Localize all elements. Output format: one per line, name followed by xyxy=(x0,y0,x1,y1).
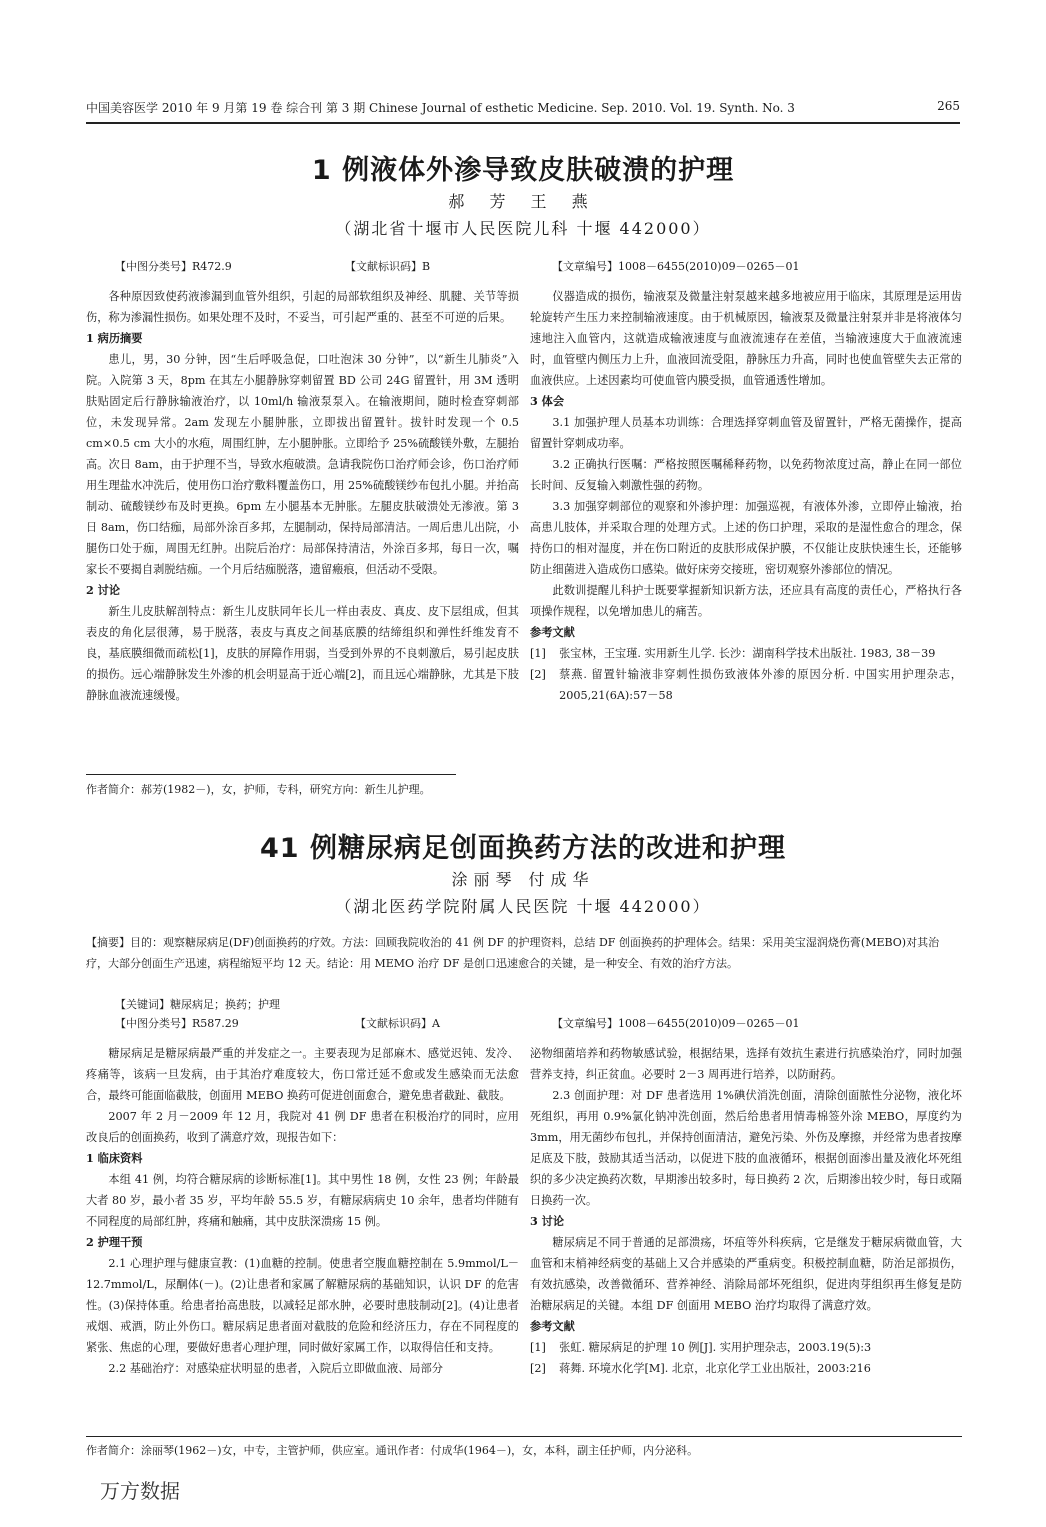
running-title: 中国美容医学 2010 年 9 月第 19 卷 综合刊 第 3 期 Chinese Journal of esthetic Medicine. Sep. 2010. Vol. 19. Synth. No. 3 xyxy=(86,101,795,115)
article1-clc: 【中图分类号】R472.9 xyxy=(115,260,232,273)
section-heading: 2 讨论 xyxy=(86,583,121,597)
article1-title: 1 例液体外渗导致皮肤破溃的护理 xyxy=(311,155,735,186)
section-heading: 3 体会 xyxy=(530,394,565,408)
paragraph: 2.3 创面护理：对 DF 患者选用 1%碘伏消洗创面，清除创面脓性分泌物，液化坏死组织，再用 0.9%氯化钠冲洗创面，然后给患者用情毒棉签外涂 MEBO，厚度约为 3mm，用无菌纱布包扎，并保持创面清洁，避免污染、外伤及摩擦，并经常为患者按摩足底及下肢，鼓励其适当活动，以促进下肢的血液循环，根据创面渗出量及液化坏死组织的多少决定换药次数，早期渗出较多时，每日换药 2 次，后期渗出较少时，每日或隔日换药一次。 xyxy=(530,1089,962,1207)
running-header xyxy=(86,99,960,124)
paragraph: 2.2 基础治疗：对感染症状明显的患者，入院后立即做血液、局部分 xyxy=(108,1362,443,1375)
section-heading: 参考文献 xyxy=(530,625,575,639)
reference-item xyxy=(530,664,962,706)
paragraph: 糖尿病足是糖尿病最严重的并发症之一。主要表现为足部麻木、感觉迟钝、发冷、疼痛等，该病一旦发病，由于其治疗难度较大，伤口常迁延不愈或发生感染而无法愈合，最终可能面临截肢，创面用 MEBO 换药可促进创面愈合，避免患者截趾、截肢。 xyxy=(86,1047,519,1102)
article1-authors: 郝 芳 王 燕 xyxy=(448,192,598,211)
paragraph: 患儿，男，30 分钟，因“生后呼吸急促，口吐泡沫 30 分钟”，以“新生儿肺炎”入院。入院第 3 天，8pm 在其左小腿静脉穿刺留置 BD 公司 24G 留置针，用 3M 透明肤贴固定后行静脉输液治疗，以 10ml/h 输液泵泵入。在输液期间，随时检查穿刺部位，未发现异常。2am 发现左小腿肿胀，立即拔出留置针。拔针时发现一个 0.5 cm×0.5 cm 大小的水疱，周围红肿，左小腿肿胀。立即给予 25%硫酸镁外敷，左腿抬高。次日 8am，由于护理不当，导致水疱破溃。急请我院伤口治疗师会诊，伤口治疗师用生理盐水冲洗后，使用伤口治疗敷料覆盖伤口，用 25%硫酸镁纱布包扎小腿。并抬高制动、硫酸镁纱布及时更换。6pm 左小腿基本无肿胀。左腿皮肤破溃处无渗液。第 3 日 8am，伤口结痂，局部外涂百多邦，左腿制动，保持局部清洁。一周后患儿出院，小腿伤口处于痂，周围无红肿。出院后治疗：局部保持清洁，外涂百多邦，每日一次，嘱家长不要揭自剥脱结痂。一个月后结痂脱落，遗留瘢痕，但活动不受限。 xyxy=(86,353,519,576)
reference-item xyxy=(530,643,962,664)
reference-text: 张虹. 糖尿病足的护理 10 例[J]. 实用护理杂志，2003.19(5):3 xyxy=(559,1341,872,1354)
footnote-divider-2 xyxy=(86,1436,962,1437)
footnote-divider xyxy=(86,774,456,775)
reference-number: [2] xyxy=(530,668,546,681)
article1-affiliation: （湖北省十堰市人民医院儿科 十堰 442000） xyxy=(335,219,711,238)
article1-author-note: 作者简介：郝芳(1982－)，女，护师，专科，研究方向：新生儿护理。 xyxy=(86,783,431,796)
paragraph: 仪器造成的损伤，输液泵及微量注射泵越来越多地被应用于临床，其原理是运用齿轮旋转产生压力来控制输液速度。由于机械原因，输液泵及微量注射泵并非是将液体匀速地注入血管内，这就造成输液速度与血液流速存在差值，当输液速度大于血液流速时，血管壁内侧压力上升，血液回流受阻，静脉压力升高，同时也使血管壁失去正常的血液供应。上述因素均可使血管内膜受损，血管通透性增加。 xyxy=(530,290,962,387)
reference-text: 蒋舞. 环境水化学[M]. 北京，北京化学工业出版社，2003:216 xyxy=(559,1362,871,1375)
paragraph: 3.3 加强穿刺部位的观察和外渗护理：加强巡视，有液体外渗，立即停止输液，抬高患儿肢体，并采取合理的处理方式。上述的伤口护理，采取的是湿性愈合的理念，保持伤口的相对湿度，并在伤口附近的皮肤形成保护膜，不仅能让皮肤快速生长，还能够防止细菌进入造成伤口感染。做好床旁交接班，密切观察外渗部位的情况。 xyxy=(530,500,962,576)
article2-author-note: 作者简介：涂丽琴(1962－)女，中专，主管护师，供应室。通讯作者：付成华(1964－)，女，本科，副主任护师，内分泌科。 xyxy=(86,1444,699,1457)
reference-number: [1] xyxy=(530,1341,546,1354)
section-heading: 1 病历摘要 xyxy=(86,331,143,345)
article2-article-no: 【文章编号】1008－6455(2010)09－0265－01 xyxy=(552,1017,800,1030)
paragraph: 各种原因致使药液渗漏到血管外组织，引起的局部软组织及神经、肌腱、关节等损伤，称为渗漏性损伤。如果处理不及时，不妥当，可引起严重的、甚至不可逆的后果。 xyxy=(86,290,519,324)
page-number: 265 xyxy=(937,99,960,113)
reference-number: [2] xyxy=(530,1362,546,1375)
paragraph: 3.2 正确执行医嘱：严格按照医嘱稀释药物，以免药物浓度过高，静止在同一部位长时间、反复输入刺激性强的药物。 xyxy=(530,458,962,492)
paragraph: 本组 41 例，均符合糖尿病的诊断标准[1]。其中男性 18 例，女性 23 例；年龄最大者 80 岁，最小者 35 岁，平均年龄 55.5 岁，有糖尿病病史 10 余年，患者均伴随有不同程度的局部红肿，疼痛和触痛，其中皮肤深溃疡 15 例。 xyxy=(86,1173,519,1228)
reference-text: 张宝林，王宝瑾. 实用新生儿学. 长沙：湖南科学技术出版社. 1983, 38－39 xyxy=(559,647,936,660)
reference-number: [1] xyxy=(530,647,546,660)
paragraph: 2007 年 2 月－2009 年 12 月，我院对 41 例 DF 患者在积极治疗的同时，应用改良后的创面换药，收到了满意疗效，现报告如下： xyxy=(86,1110,519,1144)
paragraph: 3.1 加强护理人员基本功训练：合理选择穿刺血管及留置针，严格无菌操作，提高留置针穿刺成功率。 xyxy=(530,416,962,450)
article1-doc-code: 【文献标识码】B xyxy=(345,260,431,273)
paragraph: 泌物细菌培养和药物敏感试验，根据结果，选择有效抗生素进行抗感染治疗，同时加强营养支持，纠正贫血。必要时 2－3 周再进行培养，以防耐药。 xyxy=(530,1047,962,1081)
paragraph: 2.1 心理护理与健康宣教：(1)血糖的控制。使患者空腹血糖控制在 5.9mmol/L－12.7mmol/L，尿酮体(－)。(2)让患者和家属了解糖尿病的基础知识，认识 DF 的危害性。(3)保持体重。给患者抬高患肢，以减轻足部水肿，必要时患肢制动[2]。(4)让患者戒烟、戒酒，防止外伤口。糖尿病足患者面对截肢的危险和经济压力，存在不同程度的紧张、焦虑的心理，要做好患者心理护理，同时做好家属工作，以取得信任和支持。 xyxy=(86,1257,519,1354)
article2-clc: 【中图分类号】R587.29 xyxy=(115,1017,239,1030)
article1-right-column xyxy=(530,286,962,766)
article1-left-column xyxy=(86,286,519,766)
article2-doc-code: 【文献标识码】A xyxy=(355,1017,440,1030)
article2-authors: 涂丽琴 付成华 xyxy=(451,870,595,889)
article2-keywords: 【关键词】糖尿病足；换药；护理 xyxy=(115,998,280,1011)
article2-title: 41 例糖尿病足创面换药方法的改进和护理 xyxy=(260,833,786,864)
article2-affiliation: （湖北医药学院附属人民医院 十堰 442000） xyxy=(335,897,711,916)
article2-right-column xyxy=(530,1043,962,1433)
watermark: 万方数据 xyxy=(100,1479,180,1503)
reference-text: 蔡燕. 留置针输液非穿刺性损伤致液体外渗的原因分析. 中国实用护理杂志，2005,21(6A):57－58 xyxy=(559,668,962,702)
article2-left-column xyxy=(86,1043,519,1433)
section-heading: 1 临床资料 xyxy=(86,1151,143,1165)
paragraph: 糖尿病足不同于普通的足部溃疡，坏疽等外科疾病，它是继发于糖尿病微血管，大血管和末梢神经病变的基础上又合并感染的严重病变。积极控制血糖，防治足部损伤，有效抗感染，改善微循环、营养神经、消除局部坏死组织，促进肉芽组织再生修复是防治糖尿病足的关键。本组 DF 创面用 MEBO 治疗均取得了满意疗效。 xyxy=(530,1236,962,1312)
article2-abstract: 【摘要】目的：观察糖尿病足(DF)创面换药的疗效。方法：回顾我院收治的 41 例 DF 的护理资料，总结 DF 创面换药的护理体会。结果：采用美宝湿润烧伤膏(MEBO)对其治疗，大部分创面生产迅速，病程缩短平均 12 天。结论：用 MEMO 治疗 DF 是创口迅速愈合的关键，是一种安全、有效的治疗方法。 xyxy=(86,936,940,970)
section-heading: 2 护理干预 xyxy=(86,1235,143,1249)
reference-item xyxy=(530,1337,962,1358)
paragraph: 此数训提醒儿科护士既要掌握新知识新方法，还应具有高度的责任心，严格执行各项操作规程，以免增加患儿的痛苦。 xyxy=(530,584,962,618)
reference-item xyxy=(530,1358,962,1379)
section-heading: 3 讨论 xyxy=(530,1214,565,1228)
paragraph: 新生儿皮肤解剖特点：新生儿皮肤同年长儿一样由表皮、真皮、皮下层组成，但其表皮的角化层很薄，易于脱落，表皮与真皮之间基底膜的结缔组织和弹性纤维发育不良，基底膜细微而疏松[1]，皮肤的屏障作用弱，当受到外界的不良刺激后，易引起皮肤的损伤。远心端静脉发生外渗的机会明显高于近心端[2]，而且远心端静脉，尤其是下肢静脉血液流速缓慢。 xyxy=(86,605,519,702)
section-heading: 参考文献 xyxy=(530,1319,575,1333)
article1-article-no: 【文章编号】1008－6455(2010)09－0265－01 xyxy=(552,260,800,273)
